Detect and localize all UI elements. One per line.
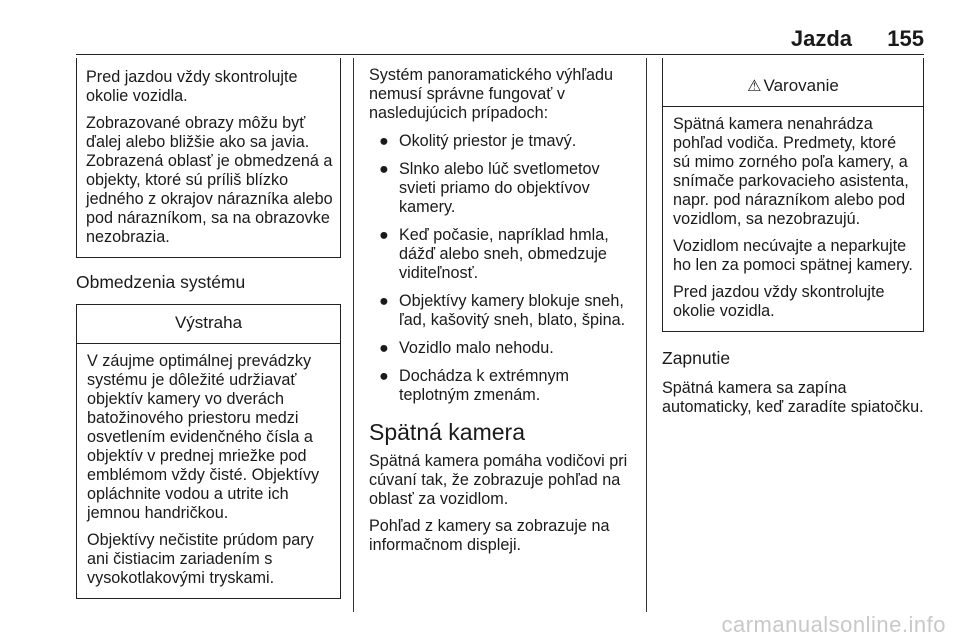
caution-title: Výstraha: [77, 305, 340, 344]
warning-box: [662, 58, 924, 332]
page-number: 155: [887, 26, 924, 51]
watermark: carmanualsonline.info: [721, 612, 946, 637]
column-2: [369, 66, 631, 555]
column-3: [662, 58, 924, 417]
warning-paragraph-2: Vozidlom necúvajte a neparkujte ho len za pomoci spätnej kamery.: [673, 237, 913, 274]
warning-triangle-icon: ⚠: [747, 78, 762, 95]
warning-header: [663, 58, 923, 107]
bullet-icon: ●: [379, 160, 389, 178]
column-divider-1: [353, 58, 354, 612]
section-heading-limitations: Obmedzenia systému: [76, 272, 246, 292]
warning-title: Varovanie: [763, 76, 839, 95]
list-item: ● Objektívy kamery blokuje sneh, ľad, kašovitý sneh, blato, špina.: [379, 292, 626, 329]
caution-paragraph-2: Objektívy nečistite prúdom pary ani čistiacim zariadením s vysokotlakovými tryskami.: [87, 531, 314, 587]
limitations-intro: Systém panoramatického výhľadu nemusí správne fungovať v nasledujúcich prípadoch:: [369, 66, 614, 122]
caution-body: [77, 344, 340, 598]
list-item: ● Vozidlo malo nehodu.: [379, 339, 554, 357]
limitations-list: [369, 132, 631, 405]
list-item: ● Dochádza k extrémnym teplotným zmenám.: [379, 367, 570, 404]
activation-paragraph: Spätná kamera sa zapína automaticky, keď zaradíte spiatočku.: [662, 379, 924, 416]
list-item: ● Slnko alebo lúč svetlometov svieti priamo do objektívov kamery.: [379, 160, 600, 216]
rear-camera-paragraph-1: Spätná kamera pomáha vodičovi pri cúvaní tak, že zobrazuje pohľad na oblasť za vozidlom.: [369, 452, 628, 508]
bullet-icon: ●: [379, 292, 389, 310]
bullet-icon: ●: [379, 339, 389, 357]
list-item: ● Okolitý priestor je tmavý.: [379, 132, 577, 150]
list-item: ● Keď počasie, napríklad hmla, dážď alebo sneh, obmedzuje viditeľnosť.: [379, 226, 609, 282]
bullet-icon: ●: [379, 367, 389, 385]
caution-box: [76, 304, 341, 599]
warning-body: [663, 107, 923, 331]
note-paragraph-2: Zobrazované obrazy môžu byť ďalej alebo bližšie ako sa javia. Zobrazená oblasť je obmedzená a objekty, ktoré sú príliš blízko jedného z okrajov nárazníka alebo pod nárazníkom, sa na obrazovke nezobrazia.: [86, 114, 333, 246]
page-header: [0, 0, 960, 58]
section-heading-activation: Zapnutie: [662, 348, 731, 368]
section-heading-rear-camera: Spätná kamera: [369, 419, 525, 445]
note-box: [76, 58, 341, 258]
note-paragraph-1: Pred jazdou vždy skontrolujte okolie vozidla.: [86, 68, 298, 105]
column-divider-2: [646, 58, 647, 612]
caution-paragraph-1: V záujme optimálnej prevádzky systému je dôležité udržiavať objektív kamery vo dverách batožinového priestoru medzi osvetlením evidenčného čísla a objektív v prednej mriežke pod emblémom vždy čisté. Objektívy opláchnite vodou a utrite ich jemnou handričkou.: [87, 352, 320, 522]
rear-camera-paragraph-2: Pohľad z kamery sa zobrazuje na informačnom displeji.: [369, 517, 610, 554]
bullet-icon: ●: [379, 226, 389, 244]
warning-paragraph-1: Spätná kamera nenahrádza pohľad vodiča. Predmety, ktoré sú mimo zorného poľa kamery, a snímače parkovacieho asistenta, napr. pod nárazníkom alebo pod vozidlom, sa nezobrazujú.: [673, 115, 909, 228]
warning-paragraph-3: Pred jazdou vždy skontrolujte okolie vozidla.: [673, 283, 885, 320]
header-rule: [76, 54, 924, 55]
column-1: [76, 58, 341, 599]
chapter-title: Jazda: [790, 26, 852, 51]
bullet-icon: ●: [379, 132, 389, 150]
